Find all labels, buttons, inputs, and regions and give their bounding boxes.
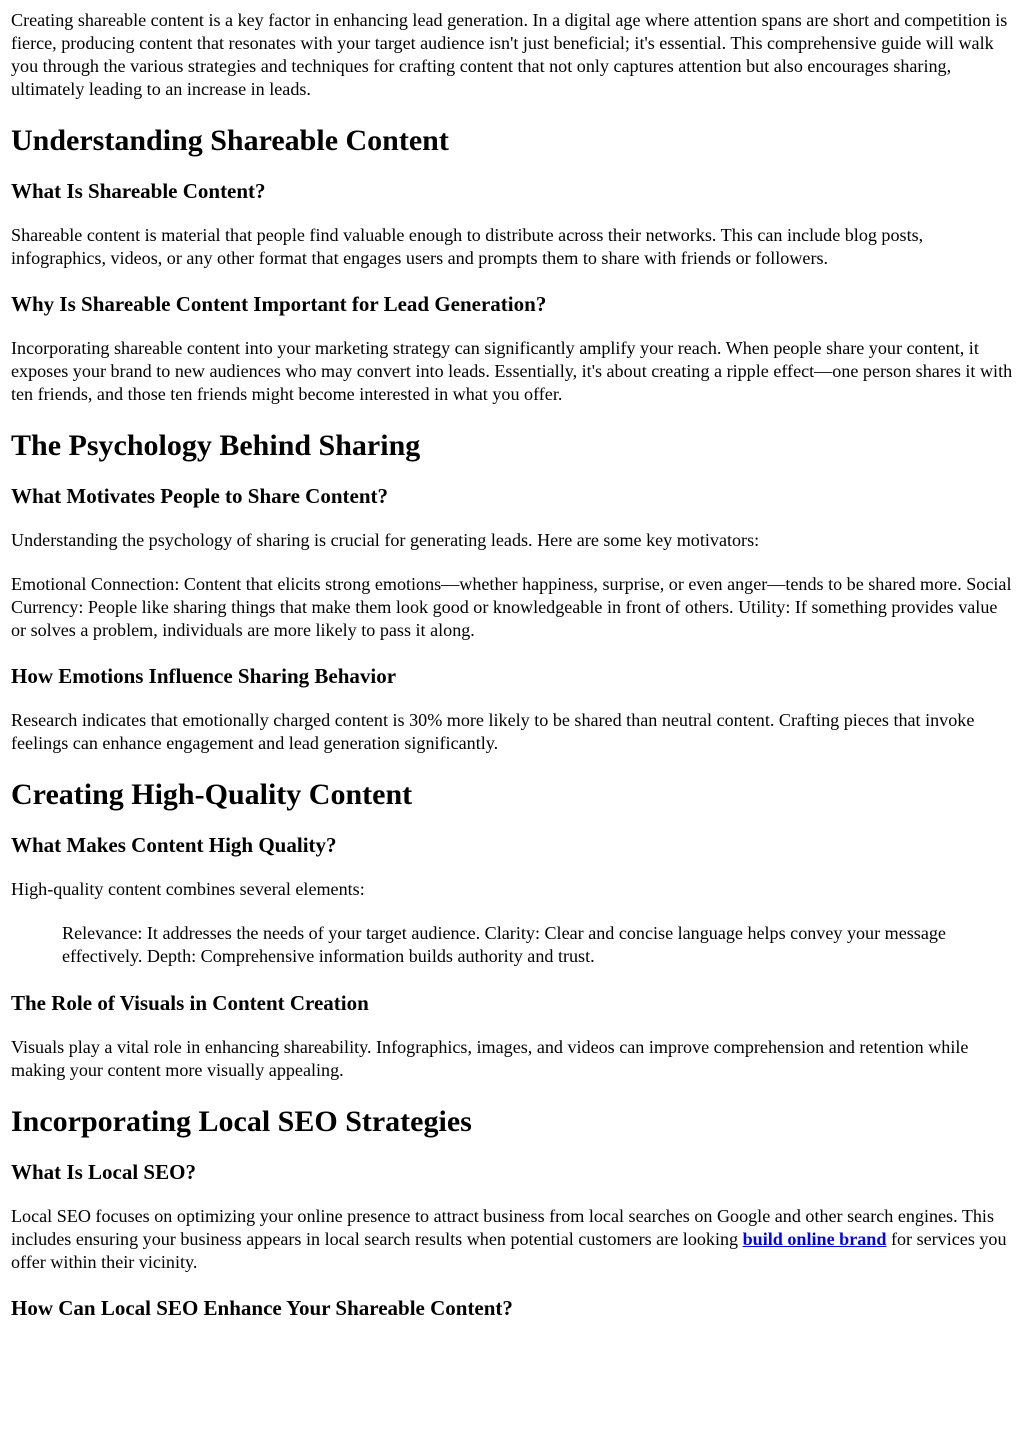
build-online-brand-link[interactable]: build online brand [742,1229,887,1249]
section-heading-local-seo: Incorporating Local SEO Strategies [11,1105,472,1138]
paragraph-why-important: Incorporating shareable content into your marketing strategy can significantly amplify your reach. When people share your content, it exposes your brand to new audiences who may convert into leads. Essentially, it's about creating a ripple effect—one person shares it with ten friends, and those ten friends might become interested in what you offer. [11,338,1013,404]
subheading-what-is-local-seo: What Is Local SEO? [11,1160,196,1184]
paragraph-local-seo [11,1205,1013,1274]
paragraph-visuals: Visuals play a vital role in enhancing shareability. Infographics, images, and videos can improve comprehension and retention while making your content more visually appealing. [11,1037,969,1080]
paragraph-motivators-list: Emotional Connection: Content that elicits strong emotions—whether happiness, surprise, or even anger—tends to be shared more. Social Currency: People like sharing things that make them look good or knowledgeable in front of others. Utility: If something provides value or solves a problem, individuals are more likely to pass it along. [11,574,1012,640]
intro-paragraph: Creating shareable content is a key factor in enhancing lead generation. In a digital age where attention spans are short and competition is fierce, producing content that resonates with your target audience isn't just beneficial; it's essential. This comprehensive guide will walk you through the various strategies and techniques for crafting content that not only captures attention but also encourages sharing, ultimately leading to an increase in leads. [11,10,1008,99]
local-seo-text-after: for services you offer within their vicinity. [11,1229,1007,1272]
paragraph-what-makes-quality: High-quality content combines several elements: [11,879,365,899]
section-heading-psychology: The Psychology Behind Sharing [11,429,421,462]
subheading-why-important: Why Is Shareable Content Important for Lead Generation? [11,292,547,316]
section-heading-high-quality: Creating High-Quality Content [11,778,413,811]
paragraph-what-is-shareable: Shareable content is material that people find valuable enough to distribute across their networks. This can include blog posts, infographics, videos, or any other format that engages users and prompts them to share with friends or followers. [11,225,924,268]
subheading-what-is-shareable: What Is Shareable Content? [11,179,266,203]
subheading-local-seo-enhance: How Can Local SEO Enhance Your Shareable Content? [11,1296,513,1320]
subheading-what-motivates: What Motivates People to Share Content? [11,484,388,508]
quality-elements-blockquote: Relevance: It addresses the needs of your target audience. Clarity: Clear and concise language helps convey your message effectively. Depth: Comprehensive information builds authority and trust. [62,923,946,966]
paragraph-emotions: Research indicates that emotionally charged content is 30% more likely to be shared than neutral content. Crafting pieces that invoke feelings can enhance engagement and lead generation significantly. [11,710,975,753]
subheading-visuals: The Role of Visuals in Content Creation [11,991,369,1015]
paragraph-what-motivates: Understanding the psychology of sharing is crucial for generating leads. Here are some key motivators: [11,530,760,550]
section-heading-understanding: Understanding Shareable Content [11,124,449,157]
subheading-emotions: How Emotions Influence Sharing Behavior [11,664,397,688]
subheading-what-makes-quality: What Makes Content High Quality? [11,833,337,857]
local-seo-text-before: Local SEO focuses on optimizing your online presence to attract business from local searches on Google and other search engines. This includes ensuring your business appears in local search results when potential customers are looking [11,1206,994,1249]
